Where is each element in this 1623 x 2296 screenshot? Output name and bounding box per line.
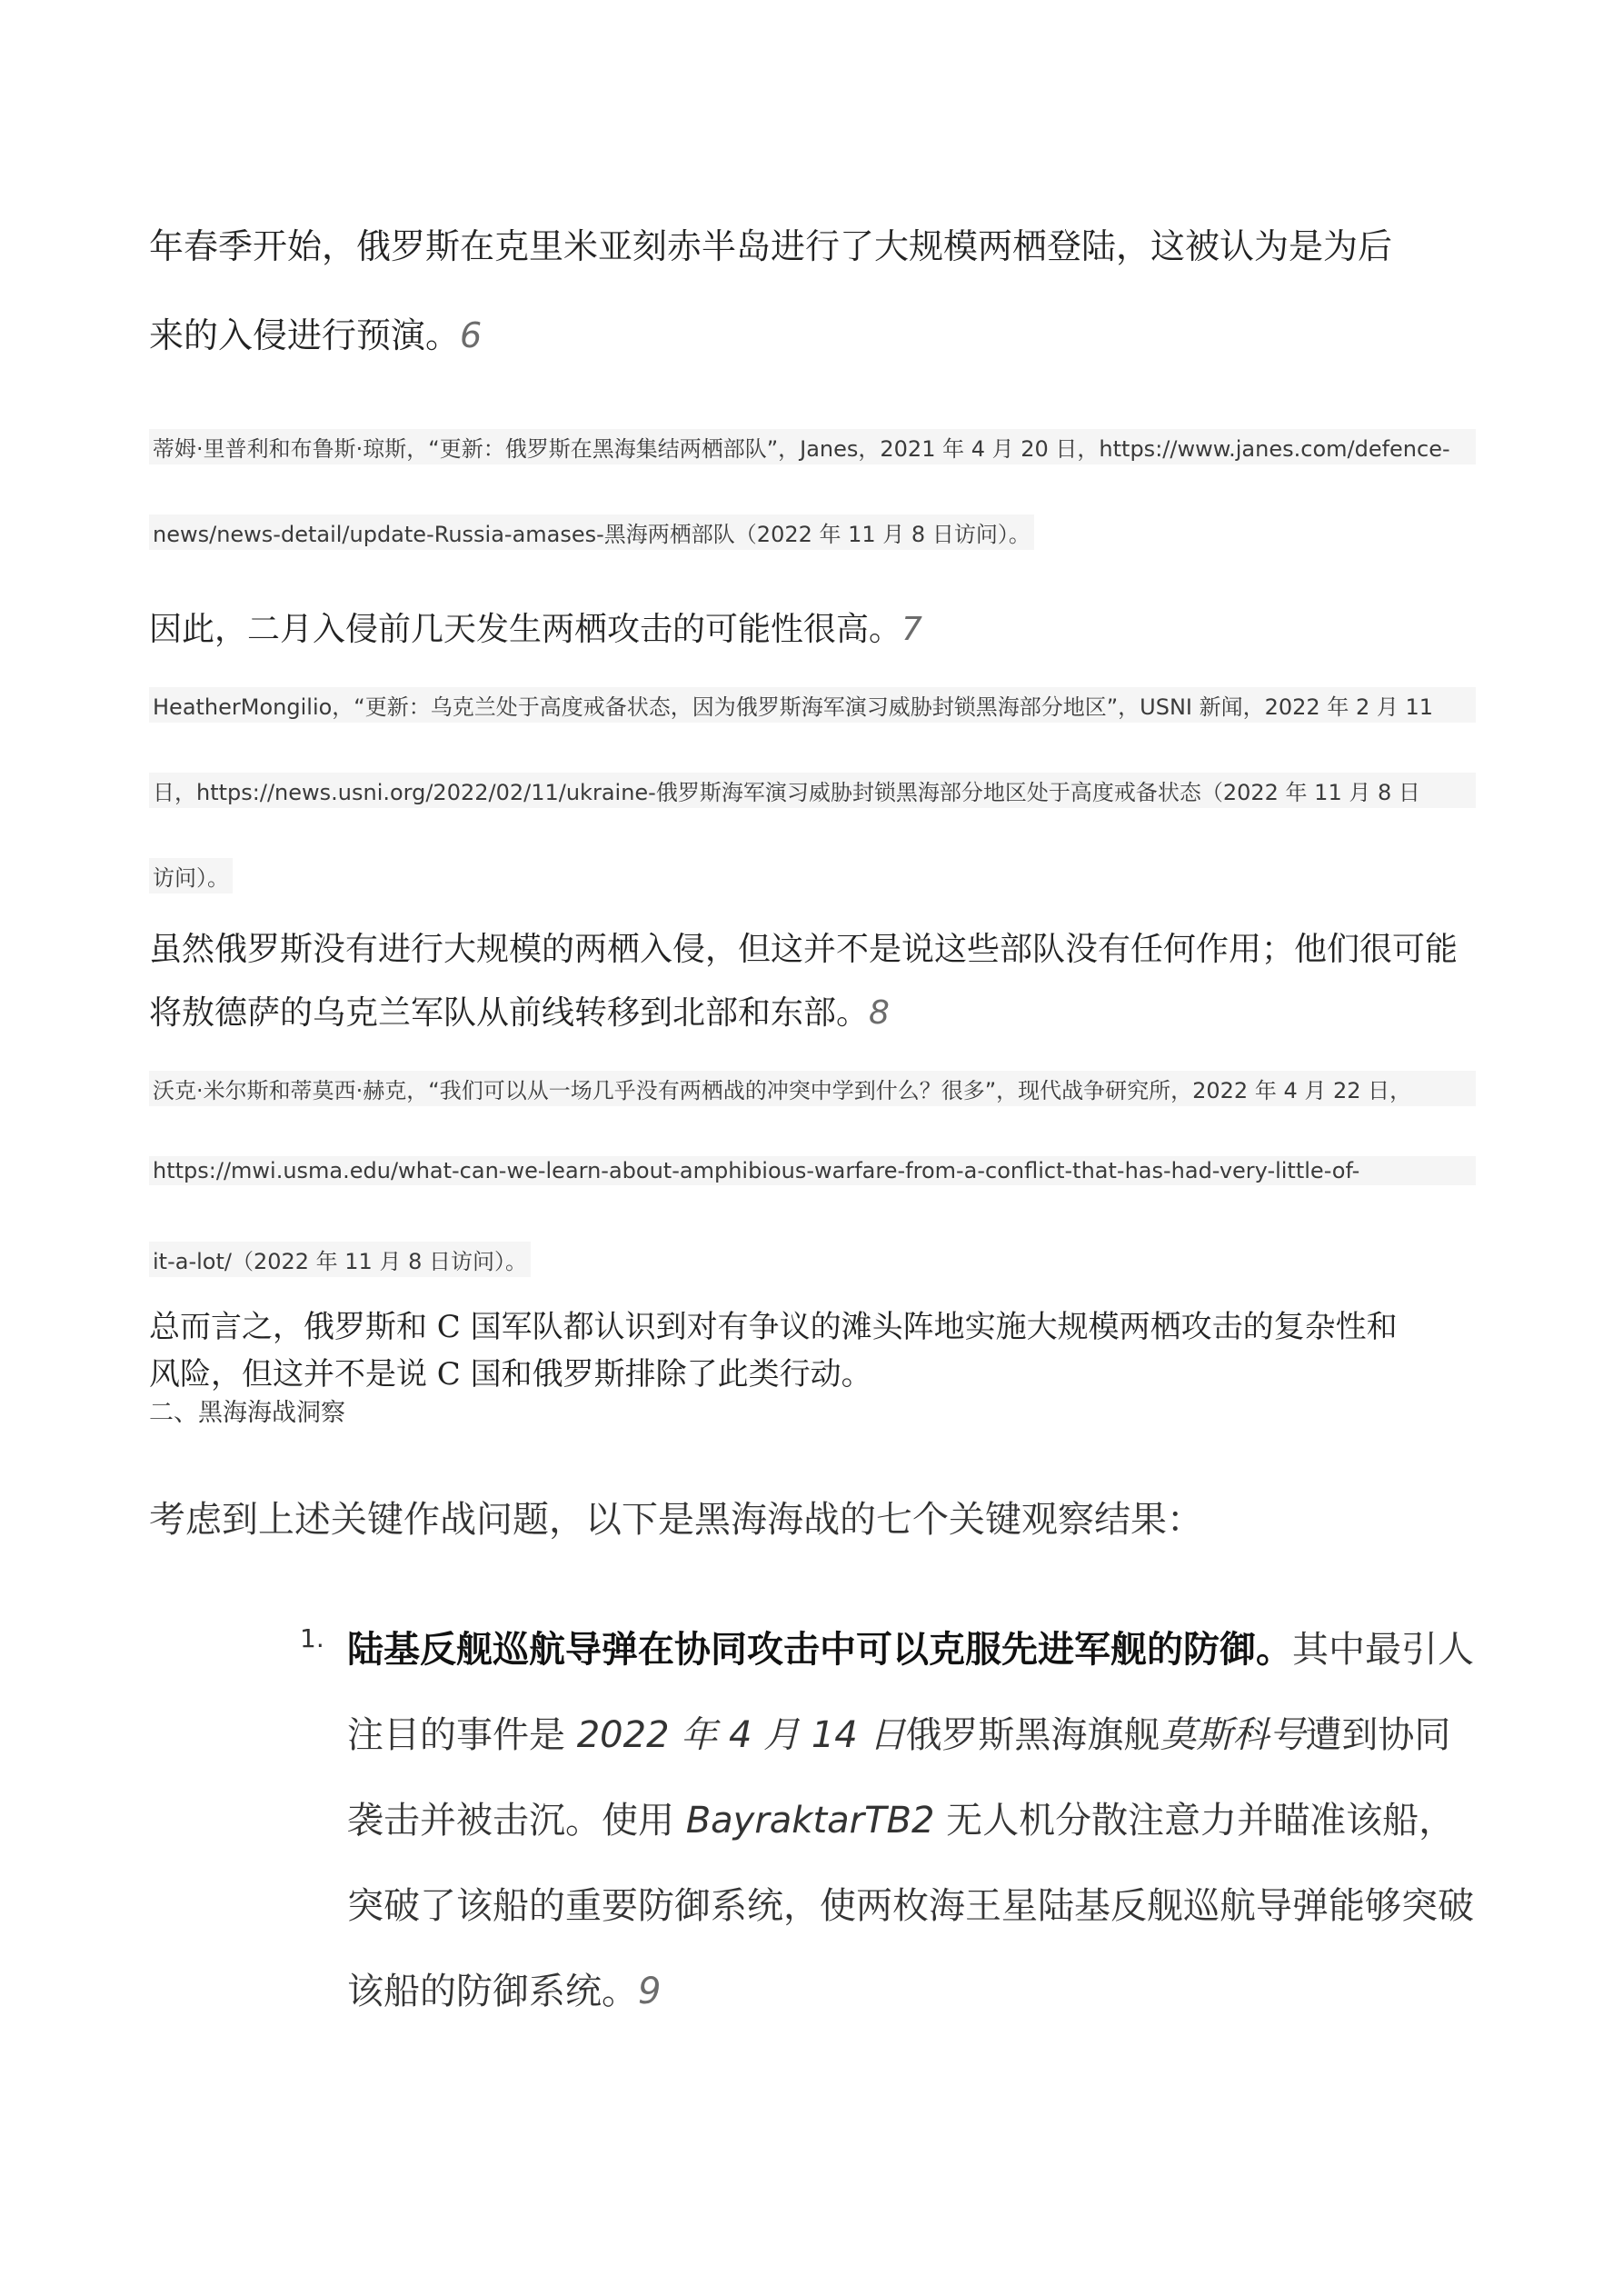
paragraph-line [149,923,1476,970]
paragraph-line [149,987,1476,1033]
paragraph-line [149,218,1476,268]
list-text-segment: 无人机分散注意力并瞄准该船，突破了该船的重要防御系统，使两枚海王星陆基反舰巡航导弹能够突破该船的防御系统。 [347,1800,1474,2012]
footnote-ref-9[interactable]: 9 [638,1971,662,2012]
list-number: 1. [300,1623,324,1653]
footnote-7 [149,687,1476,723]
footnote-line: 日，https://news.usni.org/2022/02/11/ukraine-俄罗斯海军演习威胁封锁黑海部分地区处于高度戒备状态（2022 年 11 月 8 日 [149,773,1476,808]
paragraph-text: 虽然俄罗斯没有进行大规模的两栖入侵，但这并不是说这些部队没有任何作用；他们很可能 [149,931,1459,968]
paragraph-text: 将敖德萨的乌克兰军队从前线转移到北部和东部。 [149,994,870,1032]
paragraph-text: 风险，但这并不是说 C 国和俄罗斯排除了此类行动。 [149,1356,872,1393]
intro-paragraph: 考虑到上述关键作战问题，以下是黑海海战的七个关键观察结果： [149,1499,1203,1541]
list-text-segment: 其中最引人注目的事件是 [347,1629,1474,1756]
footnote-line: 蒂姆·里普利和布鲁斯·琼斯，“更新：俄罗斯在黑海集结两栖部队”，Janes，2021 年 4 月 20 日，https://www.janes.com/defence- [149,429,1476,464]
ship-name: 莫斯科号 [1160,1714,1306,1756]
paragraph-text: 因此，二月入侵前几天发生两栖攻击的可能性很高。 [149,611,902,648]
list-text-segment: 俄罗斯黑海旗舰 [905,1714,1160,1756]
paragraph-text: 来的入侵进行预演。 [149,315,461,355]
list-item-bold-lead: 陆基反舰巡航导弹在协同攻击中可以克服先进军舰的防御。 [347,1629,1292,1671]
paragraph-text: 年春季开始，俄罗斯在克里米亚刻赤半岛进行了大规模两栖登陆，这被认为是为后 [149,226,1393,266]
footnote-6 [149,429,1476,464]
paragraph-line [149,1349,1476,1393]
footnote-line: https://mwi.usma.edu/what-can-we-learn-about-amphibious-warfare-from-a-conflict-that-has-had-very-little-of- [149,1156,1476,1185]
footnote-7-end [149,858,1476,893]
paragraph-amphibious-likelihood [149,604,1476,650]
paragraph-line [149,1302,1476,1346]
footnote-line: 沃克·米尔斯和蒂莫西·赫克，“我们可以从一场几乎没有两栖战的冲突中学到什么？很多”，现代战争研究所，2022 年 4 月 22 日， [149,1071,1476,1106]
list-item-text [347,1607,1481,2034]
footnote-6-cont [149,514,1476,550]
footnote-8 [149,1071,1476,1106]
event-date: 2022 年 4 月 14 日 [576,1714,906,1756]
footnote-7-cont [149,773,1476,808]
footnote-ref-7[interactable]: 7 [901,611,922,648]
footnote-8-cont [149,1156,1476,1185]
list-text-segment: 遭到协同袭击并被击沉。使用 [347,1714,1451,1842]
paragraph-text: 总而言之，俄罗斯和 C 国军队都认识到对有争议的滩头阵地实施大规模两栖攻击的复杂性和 [149,1309,1398,1345]
footnote-8-end [149,1242,1476,1277]
footnote-line: 访问）。 [149,858,233,893]
footnote-ref-6[interactable]: 6 [460,315,483,355]
footnote-line: news/news-detail/update-Russia-amases-黑海两栖部队（2022 年 11 月 8 日访问）。 [149,514,1034,550]
footnote-ref-8[interactable]: 8 [869,994,890,1032]
footnote-line: HeatherMongilio，“更新：乌克兰处于高度戒备状态，因为俄罗斯海军演习威胁封锁黑海部分地区”，USNI 新闻，2022 年 2 月 11 [149,687,1476,723]
section-heading: 二、黑海海战洞察 [149,1399,345,1427]
paragraph-line [149,307,1476,357]
footnote-line: it-a-lot/（2022 年 11 月 8 日访问）。 [149,1242,531,1277]
drone-name: BayraktarTB2 [685,1800,935,1842]
